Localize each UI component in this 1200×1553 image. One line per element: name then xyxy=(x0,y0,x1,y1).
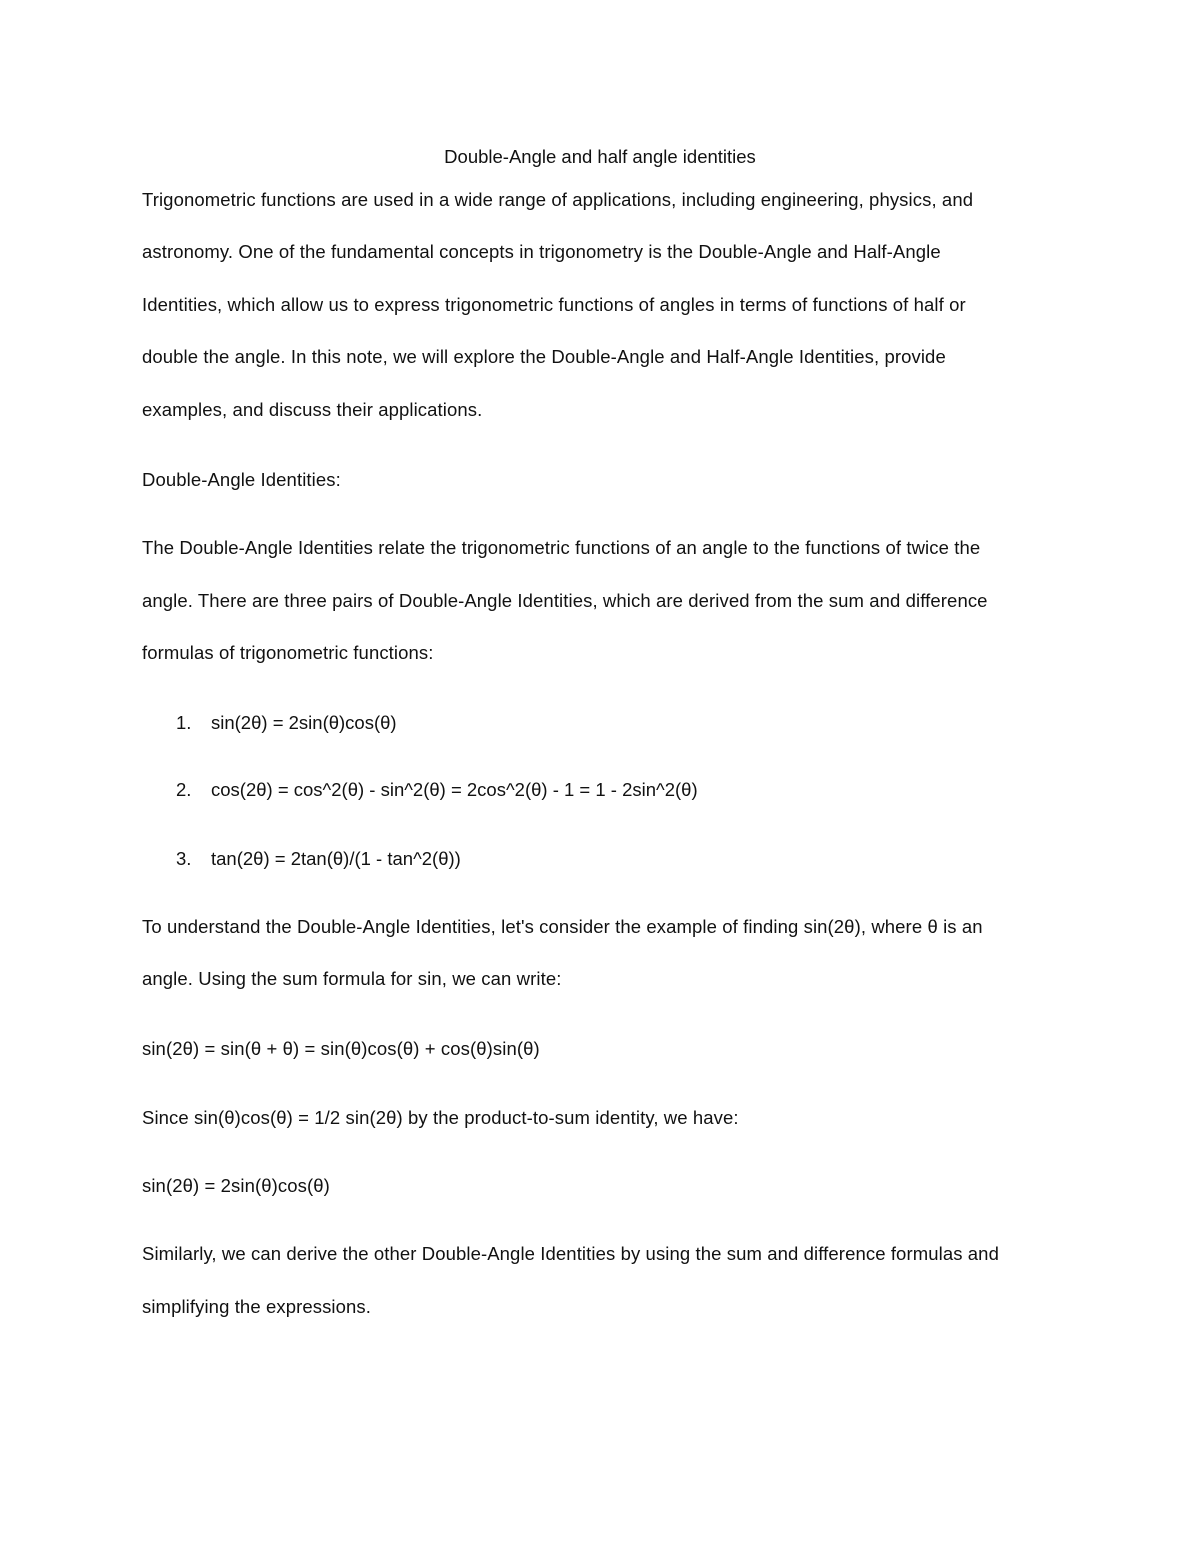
equation-2: sin(2θ) = 2sin(θ)cos(θ) xyxy=(142,1175,330,1196)
identity-formula: cos(2θ) = cos^2(θ) - sin^2(θ) = 2cos^2(θ) - 1 = 1 - 2sin^2(θ) xyxy=(211,779,698,800)
since-text: Since sin(θ)cos(θ) = 1/2 sin(2θ) by the product-to-sum identity, we have: xyxy=(142,1107,739,1128)
identity-number: 2. xyxy=(176,779,192,800)
example-line-2: angle. Using the sum formula for sin, we can write: xyxy=(142,968,562,989)
intro-line-3: Identities, which allow us to express trigonometric functions of angles in terms of functions of half or xyxy=(142,294,966,315)
identity-item-3 xyxy=(176,847,461,871)
closing-line-2: simplifying the expressions. xyxy=(142,1296,372,1317)
section-text-line-2: angle. There are three pairs of Double-Angle Identities, which are derived from the sum and difference xyxy=(142,590,988,611)
closing-line-1: Similarly, we can derive the other Double-Angle Identities by using the sum and difference formulas and xyxy=(142,1243,999,1264)
identity-number: 3. xyxy=(176,848,192,869)
identity-number: 1. xyxy=(176,712,192,733)
intro-line-5: examples, and discuss their applications. xyxy=(142,399,483,420)
intro-line-1: Trigonometric functions are used in a wide range of applications, including engineering, physics, and xyxy=(142,189,974,210)
example-line-1: To understand the Double-Angle Identities, let's consider the example of finding sin(2θ), where θ is an xyxy=(142,916,983,937)
document-title: Double-Angle and half angle identities xyxy=(444,146,756,167)
section-heading: Double-Angle Identities: xyxy=(142,469,341,490)
identity-item-2 xyxy=(176,778,698,802)
intro-line-4: double the angle. In this note, we will explore the Double-Angle and Half-Angle Identities, provide xyxy=(142,346,946,367)
section-text-line-3: formulas of trigonometric functions: xyxy=(142,642,434,663)
identity-formula: tan(2θ) = 2tan(θ)/(1 - tan^2(θ)) xyxy=(211,848,461,869)
intro-line-2: astronomy. One of the fundamental concepts in trigonometry is the Double-Angle and Half-Angle xyxy=(142,241,941,262)
section-text-line-1: The Double-Angle Identities relate the trigonometric functions of an angle to the functions of twice the xyxy=(142,537,981,558)
equation-1: sin(2θ) = sin(θ + θ) = sin(θ)cos(θ) + cos(θ)sin(θ) xyxy=(142,1038,540,1059)
identity-item-1 xyxy=(176,711,397,735)
identity-formula: sin(2θ) = 2sin(θ)cos(θ) xyxy=(211,712,397,733)
